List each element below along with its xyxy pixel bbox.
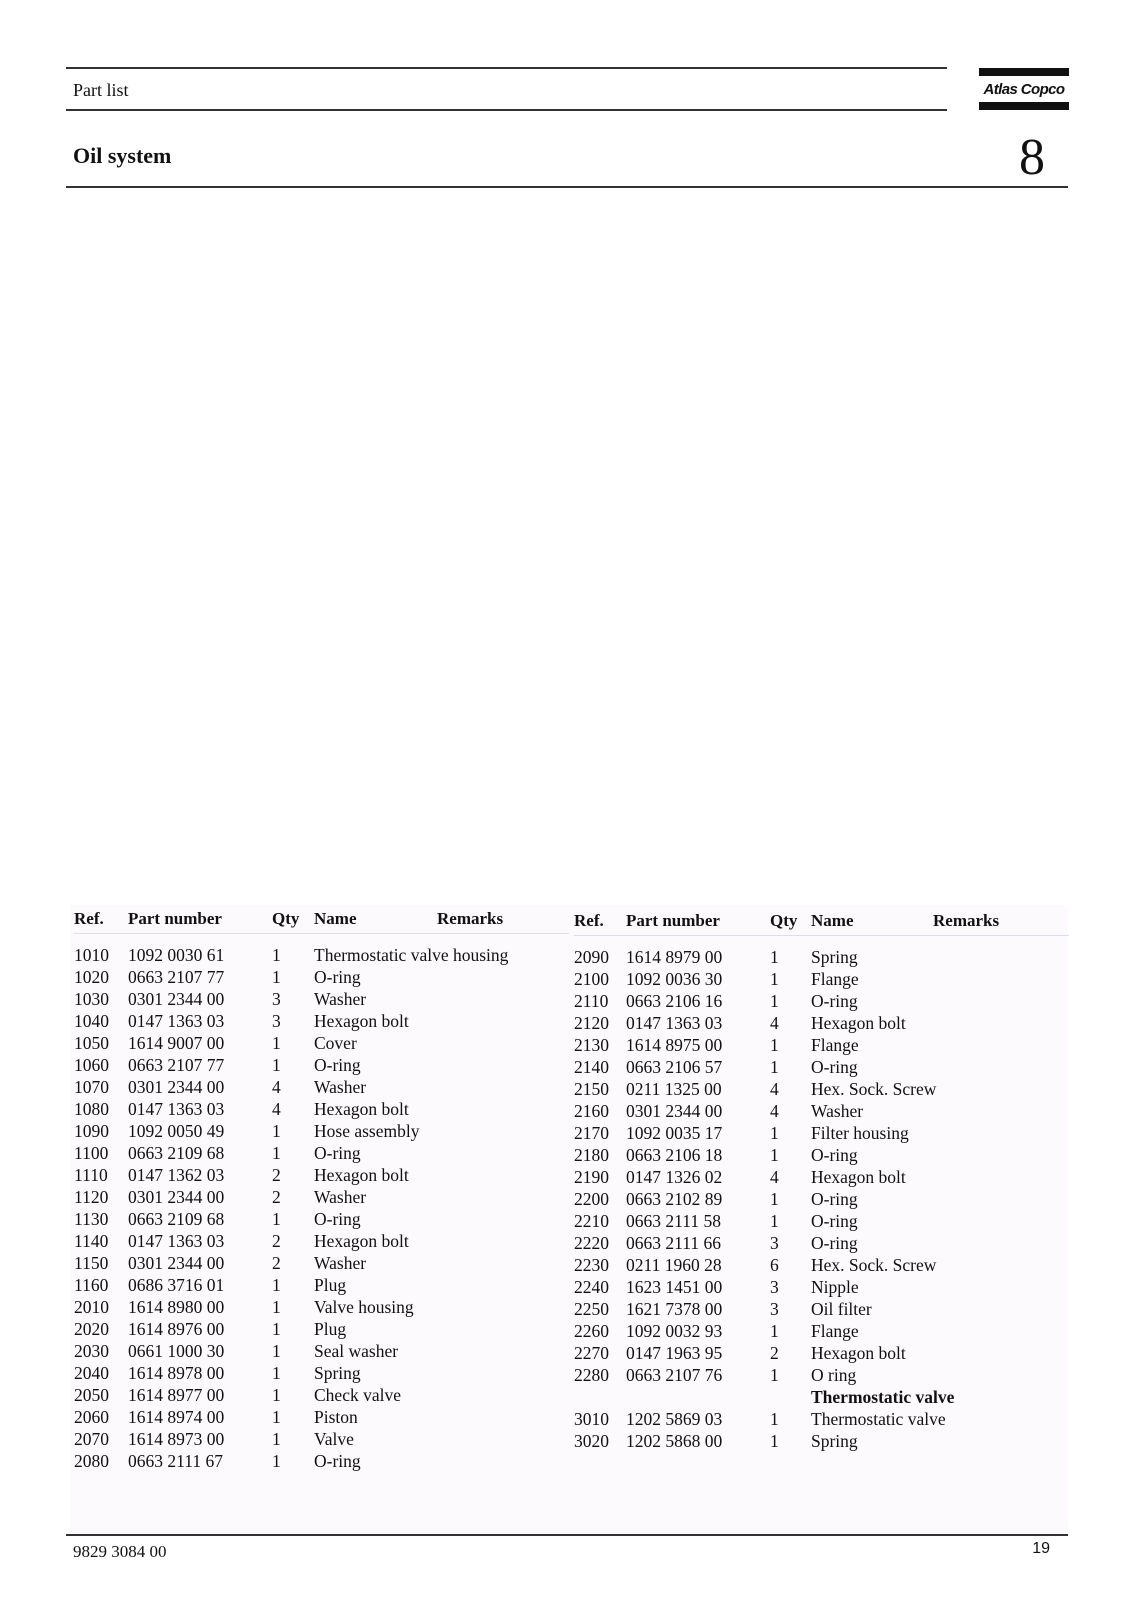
cell-part-number: 1092 0035 17 bbox=[626, 1123, 723, 1143]
cell-qty: 1 bbox=[272, 967, 281, 987]
cell-ref: 1080 bbox=[74, 1099, 109, 1119]
cell-part-number: 0663 2111 66 bbox=[626, 1233, 721, 1253]
cell-part-number: 0663 2107 77 bbox=[128, 967, 225, 987]
cell-part-number: 0661 1000 30 bbox=[128, 1341, 225, 1361]
cell-qty: 1 bbox=[272, 1275, 281, 1295]
cell-ref: 3020 bbox=[574, 1431, 609, 1451]
table-rows-left bbox=[74, 945, 569, 1473]
cell-part-number: 1621 7378 00 bbox=[626, 1299, 723, 1319]
cell-ref: 2190 bbox=[574, 1167, 609, 1187]
footer-rule bbox=[66, 1534, 1068, 1536]
cell-qty: 1 bbox=[272, 1143, 281, 1163]
cell-name: Washer bbox=[314, 1187, 367, 1207]
cell-name: Hexagon bolt bbox=[811, 1343, 906, 1363]
table-row bbox=[574, 1343, 1069, 1365]
table-row bbox=[574, 1167, 1069, 1189]
cell-qty: 1 bbox=[770, 1035, 779, 1055]
cell-name: Washer bbox=[314, 989, 367, 1009]
cell-part-number: 1202 5868 00 bbox=[626, 1431, 723, 1451]
cell-name: O-ring bbox=[314, 1055, 361, 1075]
cell-ref: 2120 bbox=[574, 1013, 609, 1033]
cell-name: Valve housing bbox=[314, 1297, 414, 1317]
table-row bbox=[74, 1055, 569, 1077]
header-part-number: Part number bbox=[626, 911, 720, 930]
cell-name: Hexagon bolt bbox=[314, 1231, 409, 1251]
cell-name: O-ring bbox=[314, 1451, 361, 1471]
cell-qty: 4 bbox=[272, 1099, 281, 1119]
cell-part-number: 0147 1363 03 bbox=[128, 1011, 225, 1031]
table-row bbox=[74, 1297, 569, 1319]
cell-name: Flange bbox=[811, 969, 859, 989]
cell-name: O-ring bbox=[314, 1209, 361, 1229]
cell-ref: 1060 bbox=[74, 1055, 109, 1075]
table-row bbox=[74, 1451, 569, 1473]
cell-qty: 1 bbox=[272, 1429, 281, 1449]
cell-part-number: 1614 8974 00 bbox=[128, 1407, 225, 1427]
cell-ref: 2060 bbox=[74, 1407, 109, 1427]
cell-ref: 1160 bbox=[74, 1275, 109, 1295]
cell-ref: 2270 bbox=[574, 1343, 609, 1363]
header-part-number: Part number bbox=[128, 909, 222, 928]
table-row bbox=[74, 1099, 569, 1121]
table-row bbox=[574, 1123, 1069, 1145]
table-row bbox=[74, 1187, 569, 1209]
table-row bbox=[74, 1363, 569, 1385]
header-mid-rule bbox=[66, 109, 947, 111]
cell-qty: 1 bbox=[770, 947, 779, 967]
cell-part-number: 1092 0030 61 bbox=[128, 945, 225, 965]
cell-qty: 1 bbox=[272, 1297, 281, 1317]
cell-qty: 3 bbox=[272, 989, 281, 1009]
cell-qty: 2 bbox=[272, 1231, 281, 1251]
cell-name: Spring bbox=[811, 947, 858, 967]
cell-name: Washer bbox=[314, 1253, 367, 1273]
cell-ref: 3010 bbox=[574, 1409, 609, 1429]
cell-qty: 2 bbox=[272, 1253, 281, 1273]
cell-qty: 1 bbox=[272, 1055, 281, 1075]
cell-ref: 2090 bbox=[574, 947, 609, 967]
table-row bbox=[74, 1275, 569, 1297]
cell-ref: 1140 bbox=[74, 1231, 109, 1251]
table-row bbox=[574, 1233, 1069, 1255]
header-underline bbox=[74, 933, 569, 934]
cell-ref: 1040 bbox=[74, 1011, 109, 1031]
cell-part-number: 1614 8977 00 bbox=[128, 1385, 225, 1405]
cell-ref: 2260 bbox=[574, 1321, 609, 1341]
header-remarks: Remarks bbox=[933, 911, 1000, 930]
cell-part-number: 0663 2106 18 bbox=[626, 1145, 723, 1165]
cell-part-number: 1614 8976 00 bbox=[128, 1319, 225, 1339]
cell-name: O-ring bbox=[811, 1233, 858, 1253]
header-label: Part list bbox=[73, 80, 129, 100]
table-row bbox=[574, 1057, 1069, 1079]
cell-part-number: 1614 8973 00 bbox=[128, 1429, 225, 1449]
parts-column-right bbox=[574, 907, 1069, 1453]
table-row bbox=[74, 1011, 569, 1033]
cell-part-number: 0211 1960 28 bbox=[626, 1255, 722, 1275]
table-row bbox=[74, 1341, 569, 1363]
cell-ref: 2150 bbox=[574, 1079, 609, 1099]
cell-qty: 2 bbox=[770, 1343, 779, 1363]
cell-qty: 3 bbox=[770, 1233, 779, 1253]
cell-qty: 2 bbox=[272, 1165, 281, 1185]
cell-name: Plug bbox=[314, 1319, 347, 1339]
header-qty: Qty bbox=[272, 909, 300, 928]
cell-part-number: 1092 0032 93 bbox=[626, 1321, 723, 1341]
cell-part-number: 0301 2344 00 bbox=[128, 1077, 225, 1097]
cell-part-number: 0301 2344 00 bbox=[626, 1101, 723, 1121]
cell-qty: 2 bbox=[272, 1187, 281, 1207]
cell-name: Hexagon bolt bbox=[811, 1167, 906, 1187]
header-remarks: Remarks bbox=[437, 909, 504, 928]
cell-qty: 1 bbox=[272, 1407, 281, 1427]
cell-qty: 4 bbox=[770, 1079, 779, 1099]
cell-ref: 1130 bbox=[74, 1209, 109, 1229]
cell-qty: 1 bbox=[770, 1321, 779, 1341]
cell-qty: 4 bbox=[770, 1013, 779, 1033]
cell-part-number: 0663 2106 16 bbox=[626, 991, 723, 1011]
table-row bbox=[574, 1321, 1069, 1343]
cell-part-number: 0663 2109 68 bbox=[128, 1209, 225, 1229]
header-name: Name bbox=[811, 911, 854, 930]
cell-qty: 3 bbox=[272, 1011, 281, 1031]
cell-ref: 2240 bbox=[574, 1277, 609, 1297]
cell-name: Hexagon bolt bbox=[314, 1011, 409, 1031]
cell-name: O-ring bbox=[314, 1143, 361, 1163]
cell-name: Hexagon bolt bbox=[314, 1099, 409, 1119]
cell-part-number: 1614 9007 00 bbox=[128, 1033, 225, 1053]
cell-name: O-ring bbox=[811, 1057, 858, 1077]
table-row bbox=[574, 1035, 1069, 1057]
table-rows-right bbox=[574, 947, 1069, 1453]
cell-ref: 2160 bbox=[574, 1101, 609, 1121]
logo-wordmark: Atlas Copco bbox=[983, 81, 1065, 98]
table-row bbox=[74, 1231, 569, 1253]
table-row bbox=[574, 1079, 1069, 1101]
atlas-copco-logo bbox=[979, 68, 1069, 112]
cell-qty: 6 bbox=[770, 1255, 779, 1275]
cell-ref: 2170 bbox=[574, 1123, 609, 1143]
cell-part-number: 0301 2344 00 bbox=[128, 989, 225, 1009]
table-row bbox=[74, 1121, 569, 1143]
cell-qty: 1 bbox=[770, 1145, 779, 1165]
cell-name: Cover bbox=[314, 1033, 357, 1053]
cell-ref: 2130 bbox=[574, 1035, 609, 1055]
page-number: 19 bbox=[1032, 1540, 1050, 1557]
cell-name: Valve bbox=[314, 1429, 354, 1449]
cell-part-number: 0301 2344 00 bbox=[128, 1253, 225, 1273]
cell-qty: 1 bbox=[770, 1431, 779, 1451]
header-qty: Qty bbox=[770, 911, 798, 930]
cell-name: Spring bbox=[811, 1431, 858, 1451]
parts-table bbox=[70, 905, 1068, 1535]
table-header bbox=[574, 907, 1069, 933]
cell-qty: 1 bbox=[272, 945, 281, 965]
logo-bottom-bar bbox=[979, 102, 1069, 110]
cell-part-number: 0686 3716 01 bbox=[128, 1275, 225, 1295]
section-rule bbox=[66, 186, 1068, 188]
cell-ref: 1010 bbox=[74, 945, 109, 965]
cell-qty: 1 bbox=[770, 991, 779, 1011]
table-row bbox=[74, 1165, 569, 1187]
section-number: 8 bbox=[1019, 129, 1045, 186]
cell-name: Piston bbox=[314, 1407, 358, 1427]
cell-part-number: 1623 1451 00 bbox=[626, 1277, 723, 1297]
cell-part-number: 0147 1362 03 bbox=[128, 1165, 225, 1185]
cell-name: Spring bbox=[314, 1363, 361, 1383]
cell-name: Hexagon bolt bbox=[811, 1013, 906, 1033]
cell-qty: 1 bbox=[272, 1363, 281, 1383]
cell-ref: 2050 bbox=[74, 1385, 109, 1405]
cell-ref: 2250 bbox=[574, 1299, 609, 1319]
cell-name: O ring bbox=[811, 1365, 857, 1385]
cell-ref: 1020 bbox=[74, 967, 109, 987]
cell-qty: 1 bbox=[770, 1365, 779, 1385]
cell-ref: 2080 bbox=[74, 1451, 109, 1471]
logo-top-bar bbox=[979, 68, 1069, 76]
cell-name: O-ring bbox=[811, 1145, 858, 1165]
cell-part-number: 0147 1326 02 bbox=[626, 1167, 723, 1187]
cell-name: Thermostatic valve housing bbox=[314, 945, 509, 965]
document-number: 9829 3084 00 bbox=[73, 1542, 167, 1561]
cell-name: Flange bbox=[811, 1035, 859, 1055]
cell-qty: 4 bbox=[770, 1101, 779, 1121]
cell-ref: 2020 bbox=[74, 1319, 109, 1339]
cell-part-number: 0147 1363 03 bbox=[128, 1231, 225, 1251]
cell-qty: 1 bbox=[770, 969, 779, 989]
cell-ref: 2220 bbox=[574, 1233, 609, 1253]
cell-part-number: 1614 8980 00 bbox=[128, 1297, 225, 1317]
cell-qty: 1 bbox=[770, 1057, 779, 1077]
cell-qty: 1 bbox=[770, 1409, 779, 1429]
cell-qty: 1 bbox=[770, 1211, 779, 1231]
cell-name: Hex. Sock. Screw bbox=[811, 1079, 937, 1099]
table-row bbox=[74, 1407, 569, 1429]
cell-ref: 1150 bbox=[74, 1253, 109, 1273]
cell-ref: 1050 bbox=[74, 1033, 109, 1053]
table-row bbox=[74, 1253, 569, 1275]
cell-ref: 2040 bbox=[74, 1363, 109, 1383]
table-row bbox=[74, 989, 569, 1011]
cell-part-number: 1092 0050 49 bbox=[128, 1121, 225, 1141]
cell-name: Hexagon bolt bbox=[314, 1165, 409, 1185]
cell-qty: 1 bbox=[272, 1451, 281, 1471]
table-row bbox=[574, 947, 1069, 969]
cell-name: Hose assembly bbox=[314, 1121, 420, 1141]
cell-part-number: 0663 2109 68 bbox=[128, 1143, 225, 1163]
cell-ref: 1030 bbox=[74, 989, 109, 1009]
cell-qty: 3 bbox=[770, 1299, 779, 1319]
cell-name: O-ring bbox=[811, 991, 858, 1011]
cell-ref: 1110 bbox=[74, 1165, 108, 1185]
cell-part-number: 0147 1363 03 bbox=[626, 1013, 723, 1033]
cell-ref: 1120 bbox=[74, 1187, 109, 1207]
cell-name: Washer bbox=[314, 1077, 367, 1097]
header-top-rule bbox=[66, 67, 947, 69]
cell-part-number: 0211 1325 00 bbox=[626, 1079, 722, 1099]
cell-ref: 2230 bbox=[574, 1255, 609, 1275]
section-title: Oil system bbox=[73, 143, 172, 168]
cell-ref: 2280 bbox=[574, 1365, 609, 1385]
table-row bbox=[574, 1255, 1069, 1277]
cell-part-number: 0663 2106 57 bbox=[626, 1057, 723, 1077]
table-row bbox=[74, 1319, 569, 1341]
cell-name: Oil filter bbox=[811, 1299, 872, 1319]
cell-part-number: 1614 8975 00 bbox=[626, 1035, 723, 1055]
cell-part-number: 0147 1963 95 bbox=[626, 1343, 723, 1363]
cell-ref: 2010 bbox=[74, 1297, 109, 1317]
cell-name: O-ring bbox=[811, 1211, 858, 1231]
cell-part-number: 0147 1363 03 bbox=[128, 1099, 225, 1119]
cell-name: O-ring bbox=[811, 1189, 858, 1209]
cell-part-number: 0663 2102 89 bbox=[626, 1189, 723, 1209]
cell-name: Check valve bbox=[314, 1385, 401, 1405]
parts-column-left bbox=[74, 905, 569, 1473]
cell-name: Nipple bbox=[811, 1277, 859, 1297]
subheading-label: Thermostatic valve bbox=[811, 1387, 955, 1407]
cell-name: Flange bbox=[811, 1321, 859, 1341]
cell-part-number: 1614 8979 00 bbox=[626, 947, 723, 967]
cell-part-number: 1092 0036 30 bbox=[626, 969, 723, 989]
cell-part-number: 1202 5869 03 bbox=[626, 1409, 723, 1429]
table-row bbox=[74, 945, 569, 967]
cell-qty: 1 bbox=[770, 1189, 779, 1209]
cell-name: Seal washer bbox=[314, 1341, 399, 1361]
cell-qty: 1 bbox=[272, 1341, 281, 1361]
table-header bbox=[74, 905, 569, 931]
table-row bbox=[74, 1209, 569, 1231]
cell-part-number: 0663 2111 67 bbox=[128, 1451, 223, 1471]
cell-qty: 3 bbox=[770, 1277, 779, 1297]
table-row bbox=[74, 1033, 569, 1055]
cell-ref: 2140 bbox=[574, 1057, 609, 1077]
cell-part-number: 0663 2107 77 bbox=[128, 1055, 225, 1075]
cell-name: Filter housing bbox=[811, 1123, 909, 1143]
table-row bbox=[74, 967, 569, 989]
cell-ref: 2200 bbox=[574, 1189, 609, 1209]
cell-qty: 4 bbox=[770, 1167, 779, 1187]
cell-qty: 1 bbox=[272, 1319, 281, 1339]
table-row bbox=[574, 991, 1069, 1013]
cell-name: Hex. Sock. Screw bbox=[811, 1255, 937, 1275]
table-row bbox=[574, 969, 1069, 991]
cell-ref: 1090 bbox=[74, 1121, 109, 1141]
table-row bbox=[74, 1143, 569, 1165]
cell-ref: 1070 bbox=[74, 1077, 109, 1097]
cell-name: Plug bbox=[314, 1275, 347, 1295]
cell-ref: 2110 bbox=[574, 991, 609, 1011]
table-row bbox=[574, 1145, 1069, 1167]
cell-qty: 1 bbox=[770, 1123, 779, 1143]
header-name: Name bbox=[314, 909, 357, 928]
cell-qty: 1 bbox=[272, 1209, 281, 1229]
table-row bbox=[574, 1013, 1069, 1035]
cell-ref: 2030 bbox=[74, 1341, 109, 1361]
table-row bbox=[574, 1299, 1069, 1321]
table-row bbox=[574, 1277, 1069, 1299]
cell-name: O-ring bbox=[314, 967, 361, 987]
table-row bbox=[574, 1365, 1069, 1387]
cell-ref: 2180 bbox=[574, 1145, 609, 1165]
table-row bbox=[574, 1211, 1069, 1233]
cell-qty: 1 bbox=[272, 1033, 281, 1053]
cell-part-number: 0663 2107 76 bbox=[626, 1365, 723, 1385]
table-subheading bbox=[574, 1387, 1069, 1409]
cell-qty: 1 bbox=[272, 1385, 281, 1405]
cell-name: Washer bbox=[811, 1101, 864, 1121]
cell-part-number: 1614 8978 00 bbox=[128, 1363, 225, 1383]
table-row bbox=[574, 1189, 1069, 1211]
cell-part-number: 0301 2344 00 bbox=[128, 1187, 225, 1207]
cell-ref: 2100 bbox=[574, 969, 609, 989]
header-underline bbox=[574, 935, 1069, 936]
table-row bbox=[574, 1101, 1069, 1123]
header-ref: Ref. bbox=[74, 909, 104, 928]
cell-qty: 4 bbox=[272, 1077, 281, 1097]
cell-name: Thermostatic valve bbox=[811, 1409, 946, 1429]
cell-ref: 2210 bbox=[574, 1211, 609, 1231]
table-row bbox=[574, 1409, 1069, 1431]
cell-ref: 2070 bbox=[74, 1429, 109, 1449]
table-row bbox=[74, 1429, 569, 1451]
table-row bbox=[574, 1431, 1069, 1453]
cell-part-number: 0663 2111 58 bbox=[626, 1211, 721, 1231]
cell-ref: 1100 bbox=[74, 1143, 109, 1163]
table-row bbox=[74, 1385, 569, 1407]
table-row bbox=[74, 1077, 569, 1099]
cell-qty: 1 bbox=[272, 1121, 281, 1141]
header-ref: Ref. bbox=[574, 911, 604, 930]
